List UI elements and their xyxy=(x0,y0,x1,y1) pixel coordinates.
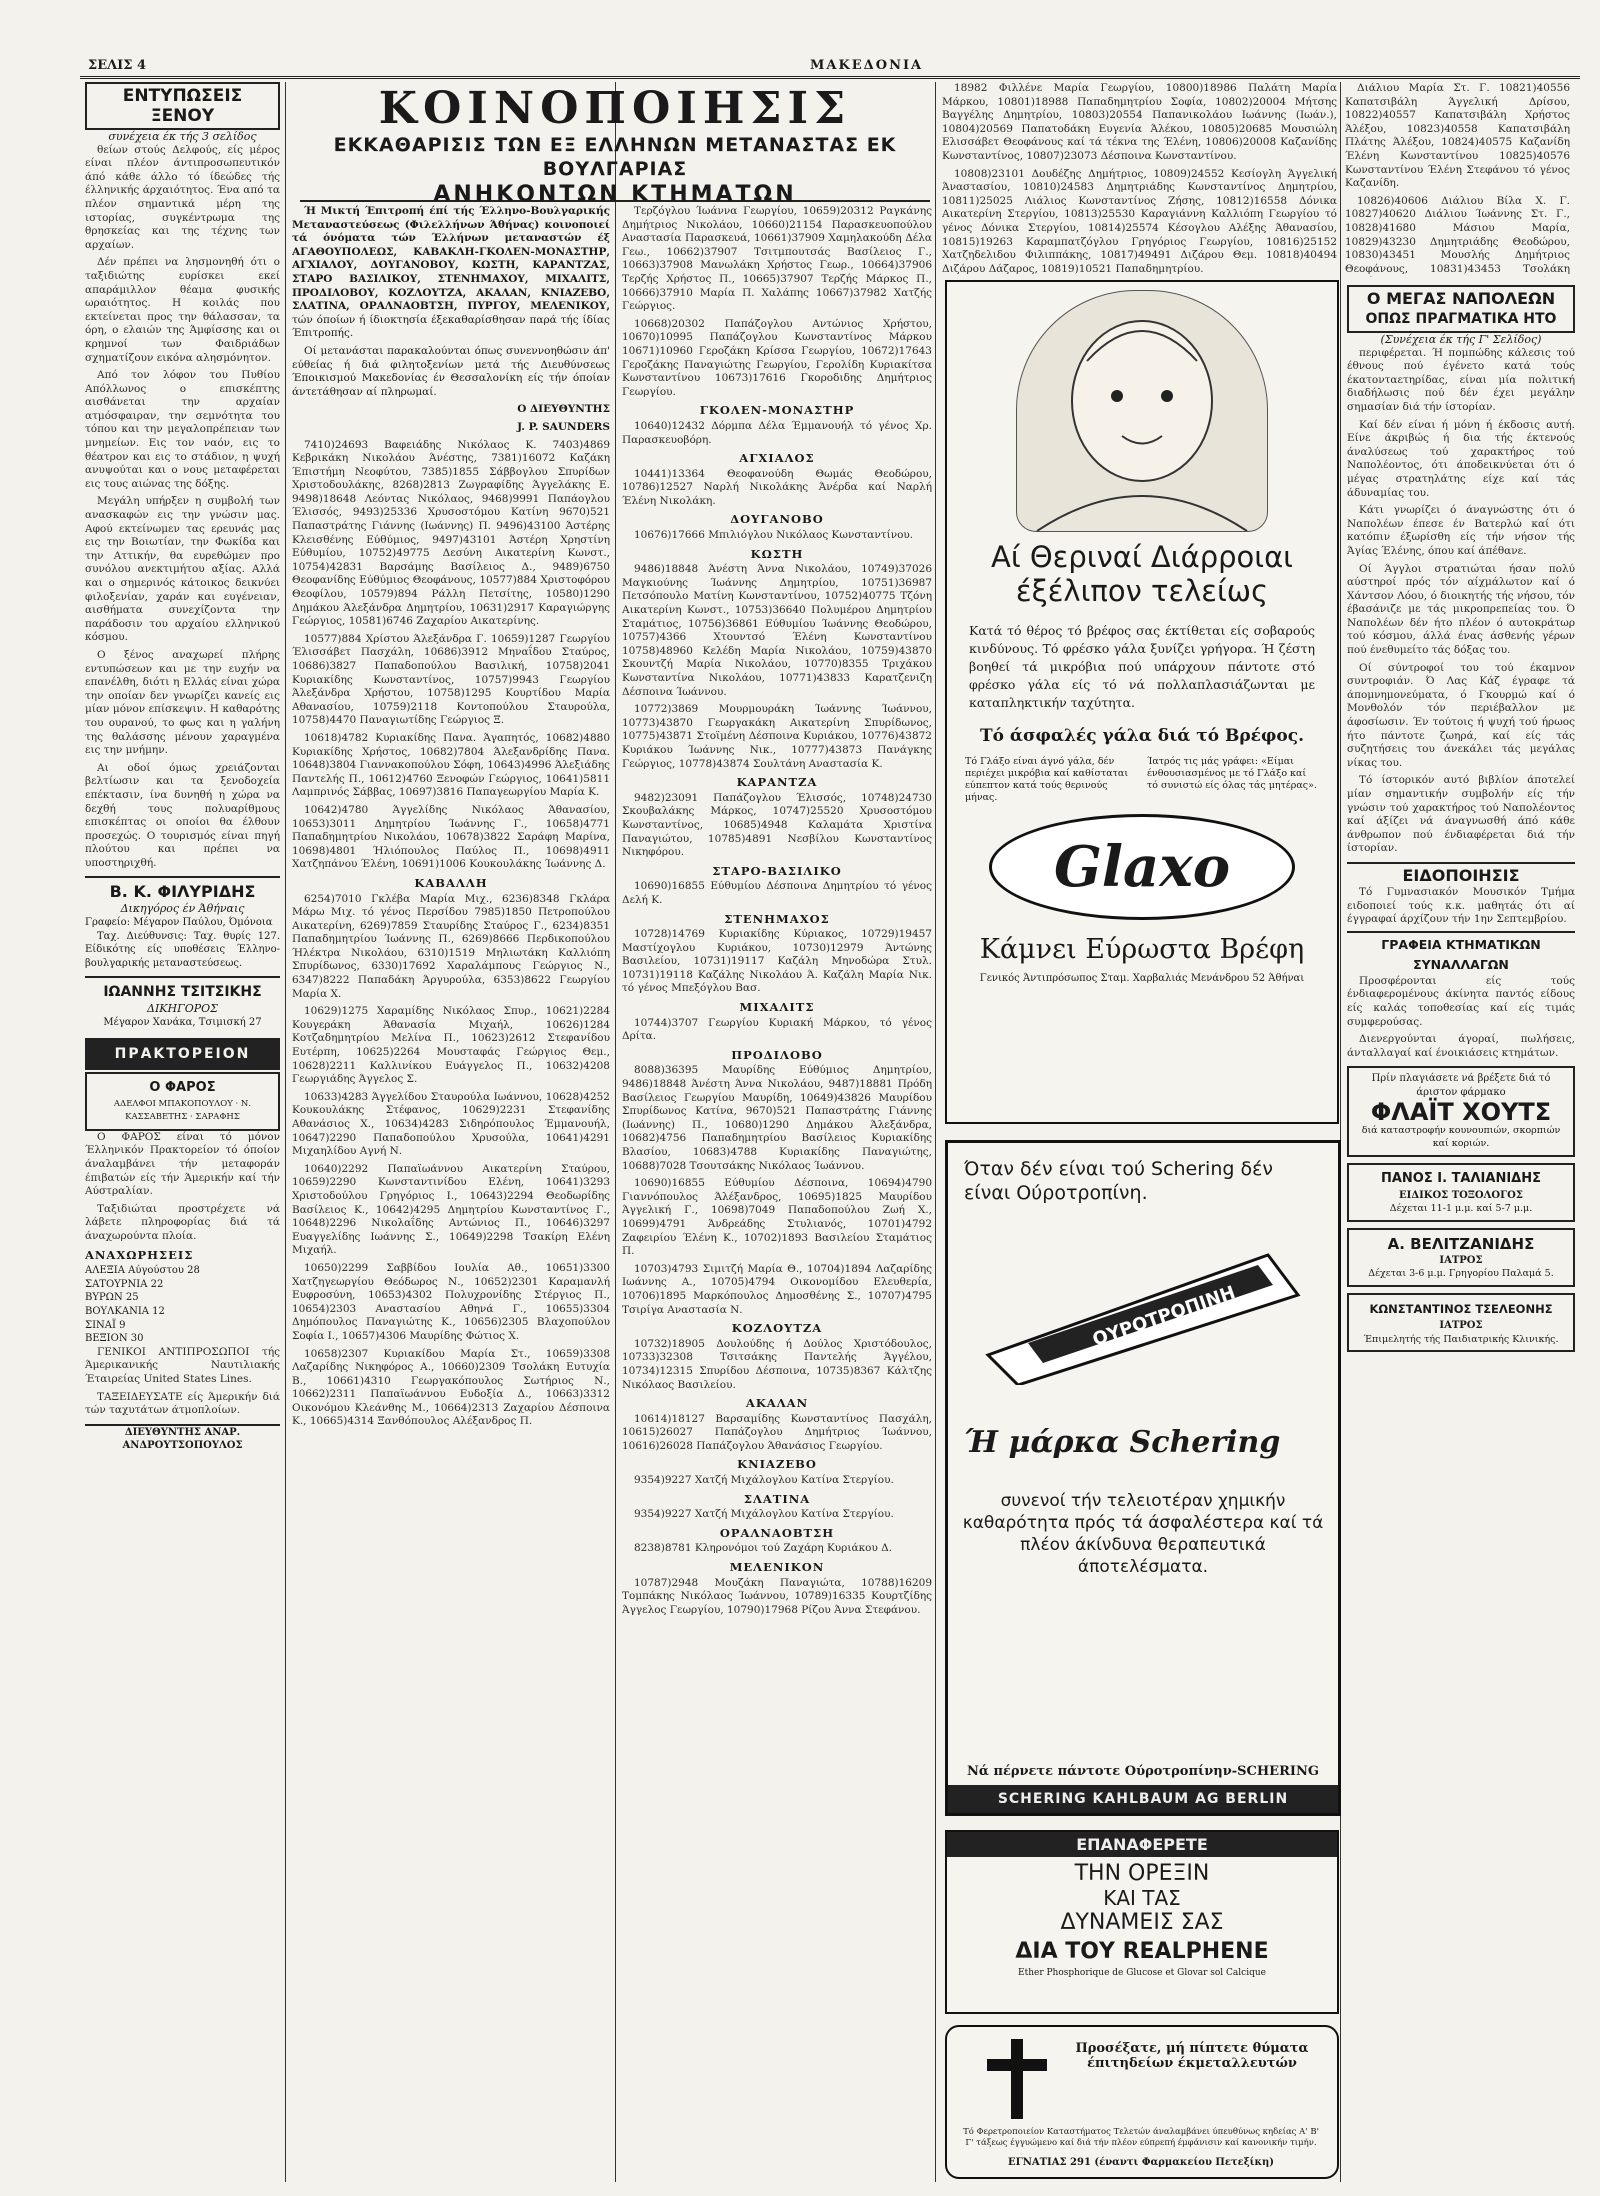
notice-list-3: Τερζόγλου Ίωάννα Γεωργίου, 10659)20312 Ραγκάνης Δημήτριος Νικολάου, 10660)21154 Παρασκευοπούλου Αναστασία Παρασκευά, 10661)37909 Χαμηλακούδη Δέλα Γεω., 10662)37907 Τσιτμπουτσάς Βασίλειος Γ., 10663)37908 Μανωλάκη Χρήστος Γεωρ., 10664)37906 Τερζής Χρήστος Π., 10665)37907 Τερζής Μάρκος Π., 10666)37910 Μαρία Π. Χαλάπης 10667)37982 Χατζής Γεώργιος. 10668)20302 Παπάζογλου Αντώνιος Χρήστου, 10670)10995 Παπάζογλου Κωνσταντίνος Μάρκου 10671)10960 Γεροζάκη Κρίσσα Γεωργίου, 10672)17643 Γεροζάκης Παναγιώτης Γεωργίου, Γερολίδη Κυριακίτσα Κωνσταντίνου 10673)17616 Γκοροδιδης Δημήτριος Γεωργίου. xyxy=(622,205,932,398)
office-title: ΓΡΑΦΕΙΑ ΚΤΗΜΑΤΙΚΩΝ ΣΥΝΑΛΛΑΓΩΝ xyxy=(1347,931,1575,975)
flat-title: ΦΛΑΪΤ ΧΟΥΤΣ xyxy=(1370,1097,1552,1126)
doctor1-title: ΕΙΔΙΚΟΣ ΤΟΞΟΛΟΓΟΣ xyxy=(1399,1189,1523,1201)
page-number: ΣΕΛΙΣ 4 xyxy=(88,58,147,73)
notice-subtitle-2: ΑΝΗΚΟΝΤΩΝ ΚΤΗΜΑΤΩΝ xyxy=(433,182,797,207)
flat-ad xyxy=(1347,1066,1575,1156)
town-entries: 10614)18127 Βαρσαμίδης Κωνσταντίνος Πασχάλη, 10615)26027 Παπάζογλου Δημήτριος Ίωάννου, 10616)26028 Παπάζογλου Άθανάσιος Γεωργίου. xyxy=(622,1412,932,1452)
cross-icon xyxy=(987,2039,1047,2119)
town-entries: 9354)9227 Χατζή Μιχάλογλου Κατίνα Στεργίου. xyxy=(634,1474,894,1487)
realphene-ad xyxy=(945,1830,1339,2014)
schering-ad xyxy=(945,1140,1341,1816)
town-heading: ΑΚΑΛΑΝ xyxy=(745,1396,809,1411)
notice-list-5: Διάλιου Μαρία Στ. Γ. 10821)40556 Καπατσιβάλη Άγγελική Δρίσου, 10822)40557 Καπατσιβάλη Χρήστος Άλέξου, 10823)40558 Καπατσιβάλη Πλάτης Άλέξου, 10824)40575 Καζανίδη Έλένη Κωνσταντίνου 10825)40576 Κωνσταντίνου Έλένη Στεφάνου τό γένος Καζανίδη. 10826)40606 Διάλιου Βίλα Χ. Γ. 10827)40620 Διάλιου Ίωάννης Στ. Γ., 10828)41680 Μάσιου Μαρία, 10829)43230 Δημητριάδης Θεοδώρου, 10830)43451 Μουσλής Δημήτριος Θεοφάνους, 10831)43453 Τσολάκη xyxy=(1345,82,1570,275)
doctor3-title: ΙΑΤΡΟΣ xyxy=(1439,1320,1483,1332)
column-divider xyxy=(285,82,286,2182)
tube-label: ΟΥΡΟΤΡΟΠΙΝΗ xyxy=(1089,1282,1239,1351)
glaxo-brand: Glaxo xyxy=(1053,834,1231,900)
doctor-card-2 xyxy=(1347,1228,1575,1287)
town-heading: ΣΤΕΝΗΜΑΧΟΣ xyxy=(724,911,830,926)
notice-subtitle: ΕΚΚΑΘΑΡΙΣΙΣ ΤΩΝ ΕΞ ΕΛΛΗΝΩΝ ΜΕΤΑΝΑΣΤΑΣ ΕΚ ΒΟΥΛΓΑΡΙΑΣ xyxy=(333,134,897,180)
realphene-line3: ΚΑΙ ΤΑΣ xyxy=(1103,1886,1181,1910)
napoleon-continued: (Συνέχεια έκ τής Γ' Σελίδος) xyxy=(1380,333,1542,346)
town-entries: 10732)18905 Δουλούδης ή Δούλος Χριστόδουλος, 10733)32308 Τσιτσάκης Παντελής Άγγέλου, 10734)12315 Σπυρίδου Δέσποινα, 10735)8367 Κάλτζης Νικόλαος Βασιλείου. xyxy=(622,1337,932,1391)
glaxo-ad xyxy=(945,280,1339,1124)
town-entries: 10690)16855 Εύθυμίου Δέσποινα Δημητρίου τό γένος Δελή Κ. xyxy=(622,880,932,906)
lawyer-name: Β. Κ. ΦΙΛΥΡΙΔΗΣ xyxy=(109,882,256,902)
masthead xyxy=(80,58,1580,79)
baby-heading-2: έξέλιπον τελείως xyxy=(1015,574,1269,608)
testimonial: Τό Γλάξο είναι άγνό γάλα, δέν περιέχει μικρόβια καί καθίσταται εύπεπτον κατά τούς θερινούς μήνας. xyxy=(965,756,1129,803)
agency-title: ΠΡΑΚΤΟΡΕΙΟΝ xyxy=(114,1045,251,1062)
schering-headline: Όταν δέν είναι τού Schering δέν είναι Ούροτροπίνη. xyxy=(964,1158,1273,1204)
notice-director-name: J. P. SAUNDERS xyxy=(517,420,610,433)
schering-brand: Ή μάρκα Schering xyxy=(964,1425,1281,1460)
baby-face-icon xyxy=(1017,291,1267,531)
lawyer2-title: ΔΙΚΗΓΟΡΟΣ xyxy=(147,1002,218,1016)
town-heading: ΚΝΙΑΖΕΒΟ xyxy=(737,1457,817,1472)
town-heading: ΠΡΟΔΙΛΟΒΟ xyxy=(731,1047,823,1062)
ship-entry: ΑΛΕΞΙΑ Αύγούστου 28 xyxy=(85,1265,200,1277)
funeral-ad xyxy=(945,2025,1339,2179)
ship-entry: ΣΑΤΟΥΡΝΙΑ 22 xyxy=(85,1278,164,1290)
town-heading: ΜΙΧΑΛΙΤΣ xyxy=(739,1000,815,1015)
schering-bottom: Νά πέρνετε πάντοτε Ούροτροπίνην-SCHERING xyxy=(967,1764,1319,1779)
column-divider xyxy=(615,82,616,2182)
lawyer2-card xyxy=(85,976,280,1029)
town-entries: 10744)3707 Γεωργίου Κυριακή Μάρκου, τό γένος Δρίτα. xyxy=(622,1016,932,1043)
notice-list-1: 7410)24693 Βαφειάδης Νικόλαος Κ. 7403)4869 Κεβρικάκη Νικολάου Άνέστης, 7381)16072 Καζάκη Έπιστήμη Νεοφύτου, 7385)1855 Σάββογλου Σπυρίδων Χριστοδουλάκης, 8268)2813 Ζωγραφίδης Άγγελάκης Ε. 9498)18648 Λεόντας Νικόλαος, 9468)9991 Παπάογλου Έλισσός, 9493)25336 Χρυσοστόμου Κατίνη 9670)521 Παπαστράτης Γιάννης (Ιωάννης) Π. 9496)43100 Άστέρης Κλεισθένης Εύθύμιος, 9497)43101 Άστέρη Χρηστίνη Εύθυμίου, 10752)49775 Δεσύνη Αικατερίνη Κωνστ., 10754)42831 Βαρσάμης Βασίλειος Δ., 9489)6750 Θεοφανίδης Εύθύμιος Θεοφάνους, 10577)884 Χριστοφόρου Θεοφίλου, 10579)894 Ράλλη Πετσίτης, 10580)1290 Δημάκου Άλεξάνδρα Δημητρίου, 10631)2917 Καραγιώργης Γεώργιος, 10581)6746 Ζαχαρίου Αικατερίνης. 10577)884 Χρίστου Άλεξάνδρα Γ. 10659)1287 Γεωργίου Έλισσάβετ Πασχάλη, 10686)3912 Μηναΐδου Σταύρος, 10686)3827 Παπαδοπούλου Βασιλική, 10758)2041 Κυριακίδης Κωνσταντίνος, 10757)9943 Γεωργίου Άλεξάνδρα Χρήστου, 10758)1295 Κουρτίδου Μαρία Αθανασίου, 10759)2118 Κοντοπούλου Σταυρούλα, 10758)4470 Παναγιωτίδης Γεώργιος Ξ. 10618)4782 Κυριακίδης Πανα. Άγαπητός, 10682)4880 Κυριακίδης Χρήστος, 10682)7804 Άλεξανδρίδης Πανα. 10648)3804 Γιαννακοπούλου Σόφη, 10643)4996 Άλεξιάδης Παντελής Π., 10612)4760 Ξενοφών Γεώργιος, 10641)5811 Λαμπρινός Σάββας, 10697)3816 Παπαγεωργίου Μαρία Κ. 10642)4780 Άγγελίδης Νικόλαος Άθανασίου, 10653)3011 Δημητρίου Ίωάννης Γ., 10658)4771 Παπαδημητρίου Νικολάου, 10678)3822 Σαράφη Μαρίνα, 10698)4801 Ήλιόπουλος Παύλος Π., 10698)4911 Χατζηπάνου Έλένη, 10691)1006 Κουκουλάκης Ίωάννης Δ. xyxy=(292,438,610,871)
column-1 xyxy=(85,82,280,2182)
town-heading: ΑΓΧΙΑΛΟΣ xyxy=(739,451,815,466)
town-entries: 9354)9227 Χατζή Μιχάλογλου Κατίνα Στεργίου. xyxy=(634,1508,894,1521)
lawyer2-address: Μέγαρον Χανάκα, Τσιμισκή 27 xyxy=(103,1017,262,1029)
schering-text: συνενοί τήν τελειοτέραν χημικήν καθαρότητα πρός τά άσφαλέστερα καί τά πλέον άκίνδυνα θεραπευτικά άποτελέσματα. xyxy=(962,1491,1324,1577)
column-5-top xyxy=(1345,82,1570,277)
column-divider xyxy=(935,82,936,2182)
doctor-card-1 xyxy=(1347,1163,1575,1222)
realphene-line4: ΔΥΝΑΜΕΙΣ ΣΑΣ xyxy=(1060,1910,1224,1935)
office-text: Προσφέρονται είς τούς ένδιαφερομένους άκίνητα παντός είδους είς καλάς τοποθεσίας καί είς τιμάς συμφερούσας. Διενεργούνται άγοραί, πωλήσεις, άνταλλαγαί καί ένοικιάσεις κτημάτων. xyxy=(1347,974,1575,1059)
newspaper-name: ΜΑΚΕΔΟΝΙΑ xyxy=(810,58,924,73)
baby-illustration xyxy=(1016,290,1268,532)
column-2: Ή Μικτή Έπιτροπή έπί τής Έλληνο-Βουλγαρικής Μεταναστεύσεως (Φιλελλήνων Άθήνας) κοινοποιεί τά όνόματα τών Έλλήνων μεταναστών έξ ΑΓΑΘΟΥΠΟΛΕΩΣ, ΚΑΒΑΚΛΗ-ΓΚΟΛΕΝ-ΜΟΝΑΣΤΗΡ, ΑΓΧΙΑΛΟΥ, ΔΟΥΓΑΝΟΒΟΥ, ΚΩΣΤΗ, ΚΑΡΑΝΤΖΑΣ, ΣΤΑΡΟ ΒΑΣΙΛΙΚΟΥ, ΣΤΕΝΗΜΑΧΟΥ, ΜΙΧΑΛΙΤΣ, ΠΡΟΔΙΛΟΒΟΥ, ΚΟΖΛΟΥΤΖΑ, ΑΚΑΛΑΝ, ΚΝΙΑΖΕΒΟ, ΣΛΑΤΙΝΑ, ΟΡΑΛΝΑΟΒΤΣΗ, ΠΥΡΓΟΥ, ΜΕΛΕΝΙΚΟΥ, τών όποίων ή ίδιοκτησία έξεκαθαρίσθησαν παρά τής ίδίας Έπιτροπής. Οί μετανάσται παρακαλούνται όπως συνεννοηθώσιν άπ' εύθείας ή διά φιλητοξενίων μετά τής Διευθύνσεως Έποικισμού Μακεδονίας έν Θεσσαλονίκη είς τήν όποίαν άντετάθησαν αί πληρωμαί. Ο ΔΙΕΥΘΥΝΤΗΣ J. P. SAUNDERS 7410)24693 Βαφειάδης Νικόλαος Κ. 7403)4869 Κεβρικάκη Νικολάου Άνέστης, 7381)16072 Καζάκη Έπιστήμη Νεοφύτου, 7385)1855 Σάββογλου Σπυρίδων Χριστοδουλάκης, 8268)2813 Ζωγραφίδης Άγγελάκης Ε. 9498)18648 Λεόντας Νικόλαος, 9468)9991 Παπάογλου Έλισσός, 9493)25336 Χρυσοστόμου Κατίνη 9670)521 Παπαστράτης Γιάννης (Ιωάννης) Π. 9496)43100 Άστέρης Κλεισθένης Εύθύμιος, 9497)43101 Άστέρη Χρηστίνη Εύθυμίου, 10752)49775 Δεσύνη Αικατερίνη Κωνστ., 10754)42831 Βαρσάμης Βασίλειος Δ., 9489)6750 Θεοφανίδης Εύθύμιος Θεοφάνους, 10577)884 Χριστοφόρου Θεοφίλου, 10579)894 Ράλλη Πετσίτης, 10580)1290 Δημάκου Άλεξάνδρα Δημητρίου, 10631)2917 Καραγιώργης Γεώργιος, 10581)6746 Ζαχαρίου Αικατερίνης. 10577)884 Χρίστου Άλεξάνδρα Γ. 10659)1287 Γεωργίου Έλισσάβετ Πασχάλη, 10686)3912 Μηναΐδου Σταύρος, 10686)3827 Παπαδοπούλου Βασιλική, 10758)2041 Κυριακίδης Κωνσταντίνος, 10757)9943 Γεωργίου Άλεξάνδρα Χρήστου, 10758)1295 Κουρτίδου Μαρία Αθανασίου, 10759)2118 Κοντοπούλου Σταυρούλα, 10758)4470 Παναγιωτίδης Γεώργιος Ξ. 10618)4782 Κυριακίδης Πανα. Άγαπητός, 10682)4880 Κυριακίδης Χρήστος, 10682)7804 Άλεξανδρίδης Πανα. 10648)3804 Γιαννακοπούλου Σόφη, 10643)4996 Άλεξιάδης Παντελής Π., 10612)4760 Ξενοφών Γεώργιος, 10641)5811 Λαμπρινός Σάββας, 10697)3816 Παπαγεωργίου Μαρία Κ. 10642)4780 Άγγελίδης Νικόλαος Άθανασίου, 10653)3011 Δημητρίου Ίωάννης Γ., 10658)4771 Παπαδημητρίου Νικολάου, 10678)3822 Σαράφη Μαρίνα, 10698)4801 Ήλιόπουλος Παύλος Π., 10698)4911 Χατζηπάνου Έλένη, 10691)1006 Κουκουλάκης Ίωάννης Δ. ΚΑΒΑΛΛΗ 6254)7010 Γκλέβα Μαρία Μιχ., 6236)8348 Γκλάρα Μάρω Μιχ. τό γένος Περσίδου 7985)1850 Πετροπούλου Αικατερίνη, 6269)7859 Σταυρίδης Σταύρος Γ., 6234)8351 Παπαδημητρίου Ίωάννης Π., 6269)8666 Περδικοπούλου Ήλέκτρα Νικολάου, 6310)1519 Μηλιωτάκη Καλλιόπη Σπυρίδωνος, 6330)17692 Χαραλάμπους Γεώργιος Ν., 6347)8222 Παπαδάκη Άργυρούλα, 6353)8622 Γεωργίου Μαρία Χ. 10629)1275 Χαραμίδης Νικόλαος Σπυρ., 10621)2284 Κουγεράκη Άθανασία Μιχαήλ, 10626)1284 Κοτζαδημητρίου Μελίνα Π., 10623)2612 Στεφανίδου Ευτέρπη, 10625)2264 Μουσταφάς Γεώργιος Θεμ., 10628)2211 Καλλινίκου Ευάγγελος Π., 10632)4208 Γεωργιάδης Άγγελος Σ. 10633)4283 Άγγελίδου Σταυρούλα Ιωάννου, 10628)4252 Κουκουλάκης Στέφανος, 10629)2231 Στεφανίδης Αθανάσιος Χ., 10634)4283 Σιδηρόπουλος Έμμανουήλ, 10647)2290 Παπαδοπούλου Χρυσούλα, 10641)4291 Μιχαηλίδου Αγνή Ν. 10640)2292 Παπαϊωάννου Αικατερίνη Σταύρου, 10659)2290 Κωνσταντινίδου Ελένη, 10641)3293 Χριστοδούλου Γρηγόριος Ι., 10643)2294 Θεοδωρίδης Βασίλειος Κ., 10642)4295 Δημητρίου Κωνσταντίνος Γ., 10648)2296 Νικολαΐδης Αντώνιος Π., 10646)3297 Ευαγγελίδης Ιωάννης Σ., 10649)2298 Τσακίρη Ελένη Μιχαήλ. 10650)2299 Σαββίδου Ιουλία Αθ., 10651)3300 Χατζηγεωργίου Θεόδωρος Ν., 10652)2301 Καραμανλή Ευφροσύνη, 10653)4302 Πολυχρονίδης Στέργιος Π., 10654)2303 Αναστασίου Αθηνά Γ., 10655)3304 Δημόπουλος Παναγιώτης Κ., 10656)2305 Βλαχοπούλου Σοφία Ι., 10657)4306 Μαυρίδης Φώτιος Χ. 10658)2307 Κυριακίδου Μαρία Στ., 10659)3308 Λαζαρίδης Νικηφόρος Α., 10660)2309 Τσολάκη Ευτυχία Β., 10661)4310 Γεωργακόπουλος Σωτήριος Ν., 10662)2311 Παπαϊωάννου Ευδοξία Δ., 10663)3312 Οικονόμου Κλεάνθης Μ., 10664)2313 Ζαχαρίου Δέσποινα Κ., 10665)4314 Ξανθόπουλος Αλέξανδρος Π. xyxy=(292,205,610,1428)
baby-text: Κατά τό θέρος τό βρέφος σας έκτίθεται είς σοβαρούς κινδύνους. Τό φρέσκο γάλα ξυνίζει γρήγορα. Ή ζέστη βοηθεί τά μικρόβια πού υπάρχουν πάντοτε στό φρέσκο γάλα είς τό νά πολλαπλασιάζωνται με καταπληκτικήν ταχύτητα. xyxy=(969,623,1315,710)
napoleon-subtitle: ΟΠΩΣ ΠΡΑΓΜΑΤΙΚΑ ΗΤΟ xyxy=(1365,311,1557,327)
notice-title-block xyxy=(300,83,930,207)
realphene-line5: ΔΙΑ ΤΟΥ REALPHENE xyxy=(1015,1939,1269,1964)
agency-sub: ΑΔΕΛΦΟΙ ΜΠΑΚΟΠΟΥΛΟΥ · Ν. ΚΑΣΣΑΒΕΤΗΣ · ΣΑΡΑΦΗΣ xyxy=(113,1098,252,1123)
napoleon-article: περιφέρεται. Ή πομπώδης κάλεσις τού έθνους πού έγένετο κατά τούς έκατονταετηρίδας, είναι μία πολιτική διαδήλωσις πού δέν έχει μεγάλην σημασίαν διά τήν ίστορίαν. Καί δέν είναι ή μόνη ή έκδοσις αυτή. Είνε άκριβώς ή δια τής έκτενούς άναλύσεως τού χαρακτήρος τού Ναπολέοντος, ότι άποδεικνύεται ότι ό μέγας στρατηλάτης είχε καί τάς άδυναμίας του. Κάτι γνωρίζει ό άναγνώστης ότι ό Ναπολέων έπεσε έν Βατερλώ καί ότι κατόπιν έξωρίσθη είς τήν νήσον τής Άγίας Έλένης, όπου καί άπέθανε. Οί Άγγλοι στρατιώται ήσαν πολύ αύστηροί πρός τόν αίχμάλωτον καί ό Χάντσον Λόου, ό διοικητής τής νήσου, τόν έβασάνιζε με τάς μικροπρεπείας του. Ό Ναπολέων δέν ήτο πλέον ό αυτοκράτωρ τού κόσμου, άλλά ένας άσθενής γέρων πού ένεθυμείτο τάς δόξας του. Οί σύντροφοί του τού έκαμνον συντροφιάν. Ό Λας Κάζ έγραφε τά άπομνημονεύματα, ό Γκουρμώ καί ό Μονθολόν τόν περιέβαλλον με άφοσίωσιν. Έν τούτοις ή ψυχή τού ήρωος ήτο πάντοτε ζωηρά, καί είς τάς συζητήσεις του άνεκάλει τάς μεγάλας νίκας του. Τό ίστορικόν αυτό βιβλίον άποτελεί μίαν σημαντικήν συμβολήν είς τήν γνώσιν τού χαρακτήρος τού Ναπολέοντος καί άξίζει νά άναγνωσθή άπό κάθε άνθρωπον πού ένδιαφέρεται διά τήν ίστορίαν. xyxy=(1347,346,1575,855)
ship-entry: ΒΟΥΛΚΑΝΙΑ 12 xyxy=(85,1305,165,1317)
funeral-heading: Προσέξατε, μή πίπτετε θύματα έπιτηδείων έκμεταλλευτών xyxy=(1075,2041,1309,2071)
baby-safe-milk: Τό άσφαλές γάλα διά τό Βρέφος. xyxy=(980,726,1304,746)
ships-heading: ΑΝΑΧΩΡΗΣΕΙΣ xyxy=(85,1247,194,1262)
funeral-text: Τό Φερετροποιείον Καταστήματος Τελετών άναλαμβάνει ύπευθύνως κηδείας Α' Β' Γ' τάξεως έγγυώμενο καί διά τήν πλέον εύπρεπή έμφάνισιν καί κανονικήν τιμήν. xyxy=(963,2127,1319,2148)
doctor2-address: Δέχεται 3-6 μ.μ. Γρηγορίου Παλαμά 5. xyxy=(1368,1268,1554,1280)
town-heading: ΚΟΖΛΟΥΤΖΑ xyxy=(731,1321,823,1336)
agency-banner xyxy=(85,1038,280,1070)
notice-director: Ο ΔΙΕΥΘΥΝΤΗΣ xyxy=(517,403,610,416)
agency-box xyxy=(85,1072,280,1131)
doctor3-address: Έπιμελητής τής Παιδιατρικής Κλινικής. xyxy=(1363,1333,1559,1345)
lawyer-card: Β. Κ. ΦΙΛΥΡΙΔΗΣ Δικηγόρος έν Άθήναις Γραφείο: Μέγαρον Παύλου, Όμόνοια Ταχ. Διεύθυνσις: Ταχ. θυρίς 127. Είδικότης είς υποθέσεις Έλληνο-βουλγαρικής μεταναστεύσεως. xyxy=(85,876,280,970)
realphene-sub: Ether Phosphorique de Glucose et Glovar sol Calcique xyxy=(1018,1968,1266,1978)
column-3 xyxy=(622,205,932,2185)
flat-pre: Πρίν πλαγιάσετε νά βρέξετε διά τό άριστον φάρμακο xyxy=(1371,1073,1551,1098)
town-entries: 9486)18848 Άνέστη Άννα Νικολάου, 10749)37026 Μαγκιούνης Ίωάννης Δημητρίου, 10751)36987 Πετσόπουλο Ματίνη Κωνσταντίνου, 10752)40775 Τζόνη Αικατερίνη Κωνστ., 10753)36640 Πολυμέρου Δημητρίου Σταμάτιος, 10756)36861 Εύθυμίου Ίωάννης Θεοδώρου, 10757)4366 Χτουντσό Έλένη Κωνσταντίνου 10758)48960 Κελέδη Μαρία Νικολάου, 10759)43870 Σκουντζή Μαρία Νικολάου, 10770)8355 Τριχάκου Κωνσταντίνα Νικολάου, 10771)43833 Καρατζενιζη Δέσποινα Ίωάννου. 10772)3869 Μουρμουράκη Ίωάννης Ίωάννου, 10773)43870 Γεωργακάκη Αικατερίνη Σπυρίδωνος, 10775)43871 Στοϊμένη Δέσποινα Κυριάκου, 10776)43872 Κυριάκου Ίωάννης Νικ., 10777)43873 Πανάγκης Γεώργιος, 10778)43874 Σουλτάνη Αναστασία Κ. xyxy=(622,563,932,770)
doctor1-address: Δέχεται 11-1 μ.μ. καί 5-7 μ.μ. xyxy=(1389,1203,1533,1215)
town-entries: 10676)17666 Μπιλιόγλου Νικόλαος Κωνσταντίνου. xyxy=(634,529,914,542)
notice-list-2: 6254)7010 Γκλέβα Μαρία Μιχ., 6236)8348 Γκλάρα Μάρω Μιχ. τό γένος Περσίδου 7985)1850 Πετροπούλου Αικατερίνη, 6269)7859 Σταυρίδης Σταύρος Γ., 6234)8351 Παπαδημητρίου Ίωάννης Π., 6269)8666 Περδικοπούλου Ήλέκτρα Νικολάου, 6310)1519 Μηλιωτάκη Καλλιόπη Σπυρίδωνος, 6330)17692 Χαραλάμπους Γεώργιος Ν., 6347)8222 Παπαδάκη Άργυρούλα, 6353)8622 Γεωργίου Μαρία Χ. 10629)1275 Χαραμίδης Νικόλαος Σπυρ., 10621)2284 Κουγεράκη Άθανασία Μιχαήλ, 10626)1284 Κοτζαδημητρίου Μελίνα Π., 10623)2612 Στεφανίδου Ευτέρπη, 10625)2264 Μουσταφάς Γεώργιος Θεμ., 10628)2211 Καλλινίκου Ευάγγελος Π., 10632)4208 Γεωργιάδης Άγγελος Σ. 10633)4283 Άγγελίδου Σταυρούλα Ιωάννου, 10628)4252 Κουκουλάκης Στέφανος, 10629)2231 Στεφανίδης Αθανάσιος Χ., 10634)4283 Σιδηρόπουλος Έμμανουήλ, 10647)2290 Παπαδοπούλου Χρυσούλα, 10641)4291 Μιχαηλίδου Αγνή Ν. 10640)2292 Παπαϊωάννου Αικατερίνη Σταύρου, 10659)2290 Κωνσταντινίδου Ελένη, 10641)3293 Χριστοδούλου Γρηγόριος Ι., 10643)2294 Θεοδωρίδης Βασίλειος Κ., 10642)4295 Δημητρίου Κωνσταντίνος Γ., 10648)2296 Νικολαΐδης Αντώνιος Π., 10646)3297 Ευαγγελίδης Ιωάννης Σ., 10649)2298 Τσακίρη Ελένη Μιχαήλ. 10650)2299 Σαββίδου Ιουλία Αθ., 10651)3300 Χατζηγεωργίου Θεόδωρος Ν., 10652)2301 Καραμανλή Ευφροσύνη, 10653)4302 Πολυχρονίδης Στέργιος Π., 10654)2303 Αναστασίου Αθηνά Γ., 10655)3304 Δημόπουλος Παναγιώτης Κ., 10656)2305 Βλαχοπούλου Σοφία Ι., 10657)4306 Μαυρίδης Φώτιος Χ. 10658)2307 Κυριακίδου Μαρία Στ., 10659)3308 Λαζαρίδης Νικηφόρος Α., 10660)2309 Τσολάκη Ευτυχία Β., 10661)4310 Γεωργακόπουλος Σωτήριος Ν., 10662)2311 Παπαϊωάννου Ευδοξία Δ., 10663)3312 Οικονόμου Κλεάνθης Μ., 10664)2313 Ζαχαρίου Δέσποινα Κ., 10665)4314 Ξανθόπουλος Αλέξανδρος Π. xyxy=(292,892,610,1428)
testimonial: Ίατρός τις μάς γράφει: «Είμαι ένθουσιασμένος με τό Γλάξο καί τό συνιστώ είς όλας τάς μητέρας». xyxy=(1147,756,1317,791)
town-heading: ΚΩΣΤΗ xyxy=(750,546,804,561)
town-heading: ΓΚΟΛΕΝ-ΜΟΝΑΣΤΗΡ xyxy=(699,403,855,418)
doctor2-name: Α. ΒΕΛΙΤΖΑΝΙΔΗΣ xyxy=(1387,1234,1535,1253)
director-footer: ΔΙΕΥΘΥΝΤΗΣ ΑΝΑΡ. ΑΝΔΡΟΥΤΣΟΠΟΥΛΟΣ xyxy=(85,1424,280,1453)
agency-name: Ο ΦΑΡΟΣ xyxy=(149,1079,216,1095)
napoleon-title-box xyxy=(1347,285,1575,333)
napoleon-title: Ο ΜΕΓΑΣ ΝΑΠΟΛΕΩΝ xyxy=(1366,289,1556,308)
lawyer-title: Δικηγόρος έν Άθήναις xyxy=(120,902,245,916)
schering-maker: SCHERING KAHLBAUM AG BERLIN xyxy=(948,1785,1338,1813)
lawyer2-name: ΙΩΑΝΝΗΣ ΤΣΙΤΣΙΚΗΣ xyxy=(103,984,262,1001)
doctor1-name: ΠΑΝΟΣ Ι. ΤΑΛΙΑΝΙΔΗΣ xyxy=(1380,1170,1541,1186)
notices-title: ΕΙΔΟΠΟΙΗΣΙΣ xyxy=(1347,862,1575,886)
notice-title: ΚΟΙΝΟΠΟΙΗΣΙΣ xyxy=(378,83,852,134)
doctor3-name: ΚΩΝΣΤΑΝΤΙΝΟΣ ΤΣΕΛΕΟΝΗΣ xyxy=(1369,1302,1553,1317)
ship-entry: ΒΕΞΙΟΝ 30 xyxy=(85,1333,144,1345)
agency-text-2: ΓΕΝΙΚΟΙ ΑΝΤΙΠΡΟΣΩΠΟΙ τής Άμερικανικής Ναυτιλιακής Έταιρείας United States Lines. ΤΑΞΕΙΔΕΥΣΑΤΕ είς Άμερικήν διά τών ταχυτάτων άτμοπλοίων. xyxy=(85,1345,280,1417)
column-divider xyxy=(1340,82,1341,2182)
realphene-line1: ΕΠΑΝΑΦΕΡΕΤΕ xyxy=(947,1832,1337,1857)
column-4-top xyxy=(942,82,1337,277)
town-entries: 10640)12432 Δόρμπα Δέλα Έμμανουήλ τό γένος Χρ. Παρασκευοβόρη. xyxy=(622,419,932,446)
doctor2-title: ΙΑΤΡΟΣ xyxy=(1439,1254,1483,1266)
ship-entry: ΒΥΡΩΝ 25 xyxy=(85,1292,139,1304)
baby-heading: Αί Θεριναί Διάρροιαι xyxy=(990,540,1293,574)
town-heading: ΚΑΡΑΝΤΖΑ xyxy=(736,775,818,790)
col1-title: ΕΝΤΥΠΩΣΕΙΣ ΞΕΝΟΥ xyxy=(122,86,243,126)
town-entries: 10728)14769 Κυριακίδης Κύριακος, 10729)19457 Μαστίχογλου Κυριάκου, 10730)12979 Άντώνης Βασιλείου, 10731)19117 Καζάλη Μηνοδώρα Στυλ. 10731)19118 Καζάλης Νικολάου Ά. Καζάλη Μαρία Νικ. τό γένος Μπεξόγλου Βασ. xyxy=(622,928,932,995)
town-heading: ΜΕΛΕΝΙΚΟΝ xyxy=(729,1560,825,1575)
agency-text: Ο ΦΑΡΟΣ είναι τό μόνον Έλληνικόν Πρακτορείον τό όποίον άναλαμβάνει τήν μεταφοράν έπιβατών είς τήν Άμερικήν καί τήν Αύστραλίαν. Ταξιδιώται προστρέχετε νά λάβετε πληροφορίας διά τά άναχωρούντα πλοία. xyxy=(85,1130,280,1242)
doctor-card-3 xyxy=(1347,1293,1575,1352)
flat-text: διά καταστροφήν κουνουπιών, σκορπιών καί κοριών. xyxy=(1361,1124,1561,1150)
ship-entry: ΣΙΝΑΪ 9 xyxy=(85,1319,126,1331)
town-entries: 8088)36395 Μαυρίδης Εύθύμιος Δημητρίου, 9486)18848 Άνέστη Άννα Νικολάου, 9487)18881 Πρόδη Βασίλειος Γεωργίου Μαυρίδη, 10649)43826 Μαυρίδου Σπυρίδωνος Κατίνα, 9670)521 Παπαστράτης Γιάννης (Ιωάννης) Π., 10680)1290 Δημάκου Άλεξάνδρα, 10682)4756 Παπαδημητρίου Βασίλειος Κυριακίδης Βλασίου, 10683)4788 Κυριακίδης Παναγιώτης, 10688)7028 Τσουτσάκης Νικόλαος Ίωάννου. 10690)16855 Εύθυμίου Δέσποινα, 10694)4790 Γιαννόπουλος Άλέξανδρος, 10695)1825 Μαυρίδου Άγγελική Γ., 10698)7049 Παπαδοπούλου Ζωή Χ., 10699)4791 Άνδρεάδης Στυλιανός, 10701)4792 Ζαφειρίου Έλένη Κ., 10702)1893 Βασιλείου Σταμάτιος Π. 10703)4793 Σιμιτζή Μαρία Θ., 10704)1894 Λαζαρίδης Ιωάννης Α., 10705)4794 Οικονομίδου Ελευθερία, 10706)1895 Μαρκόπουλος Δημοσθένης Σ., 10707)4795 Τσιρίγα Αναστασία Ν. xyxy=(622,1064,932,1316)
town-entries: 8238)8781 Κληρονόμοι τού Ζαχάρη Κυριάκου Δ. xyxy=(634,1542,893,1555)
town-heading: ΣΤΑΡΟ-ΒΑΣΙΛΙΚΟ xyxy=(712,863,842,878)
town-entries: 10787)2948 Μουζάκη Παναγιώτα, 10788)16209 Τομπάκης Νικόλαος Ίωάννου, 10789)16335 Κουρτζίδης Άγγελος Γεωργίου, 10790)17968 Ρίζου Άννα Στεφάνου. xyxy=(622,1576,932,1616)
glaxo-tagline: Κάμνει Εύρωστα Βρέφη xyxy=(979,934,1305,965)
town-heading: ΣΛΑΤΙΝΑ xyxy=(743,1491,811,1506)
lawyer-address: Γραφείο: Μέγαρον Παύλου, Όμόνοια xyxy=(85,917,273,929)
funeral-address: ΕΓΝΑΤΙΑΣ 291 (έναντι Φαρμακείου Πετεξίκη) xyxy=(1007,2157,1274,2168)
toothpaste-tube xyxy=(968,1235,1318,1385)
town-entries: 10441)13364 Θεοφανούδη Θωμάς Θεοδώρου, 10786)12527 Ναρλή Νικολάκης Άνέρδα καί Ναρλή Έλένη Νικολάκη. xyxy=(622,467,932,507)
col1-article: θείων στούς Δελφούς, είς μέρος είναι πλέον άντιπροσωπευτικόν άπό κάθε άλλο τό ίδεώδες τής έλληνικής άρχαιότητος. Ένα από τα πλέον σημαντικά μέρη της ιστορίας, συγκέντρωμα της θρησκείας και της τέχνης των αρχαίων. Δέν πρέπει να λησμονηθή ότι ο ταξιδιώτης ευρίσκει εκεί απαράμιλλον θέαμα φυσικής ωραιότητος. Η κοιλάς που εκτείνεται προς την θάλασσαν, τα όρη, ο ελαιών της Άμφίσσης και οι κρημνοί των Φαιδριάδων σχηματίζουν εικόνα αλησμόνητον. Από τον λόφον του Πυθίου Απόλλωνος ο επισκέπτης αισθάνεται την αρχαίαν ατμόσφαιραν, την σεμνότητα του τόπου και την μεγαλοπρέπειαν των μνημείων. Εις τον ναόν, εις το θέατρον και εις το στάδιον, η ψυχή ανυψούται και ο νους μεταφέρεται εις τους αιώνας της δόξης. Μεγάλη υπήρξεν η συμβολή των ανασκαφών εις την γνώσιν μας. Αφού εκτείνωμεν τας ερευνάς μας εις την Βοιωτίαν, την Φωκίδα και την Αττικήν, θα ευρεθώμεν προ συνόλου ανεκτιμήτου αξίας. Αλλά και ο σημερινός κάτοικος δεικνύει φιλοξενίαν, χαράν και ευγένειαν, αισθήματα συνεχίζοντα την παράδοσιν του αρχαίου ελληνικού κόσμου. Ο ξένος αναχωρεί πλήρης εντυπώσεων και με την ευχήν να επανέλθη, διότι η Ελλάς είναι χώρα την οποίαν δεν γνωρίζει κανείς εις μίαν μόνον επίσκεψιν. Η καθαρότης του ουρανού, το φως και η γαλήνη της θαλάσσης μένουν χαραγμένα εις την μνήμην. Αι οδοί όμως χρειάζονται βελτίωσιν και τα ξενοδοχεία επέκτασιν, ίνα δυνηθή η χώρα να δεχθή τους πολυαρίθμους επισκέπτας οι οποίοι θα έλθουν προσεχώς. Ο τουρισμός είναι πηγή πλούτου και πρέπει να υποστηριχθή. xyxy=(85,143,280,869)
town-entries: 9482)23091 Παπάζογλου Έλισσός, 10748)24730 Σκουβαλάκης Μάρκος, 10747)25520 Χρυσοστόμου Κωνσταντίνος, 10685)4948 Καλαμάτα Χριστίνα Παναγιώτου, 10785)4891 Νεσβίλου Κωνσταντίνος Νικηφόρου. xyxy=(622,791,932,859)
col1-title-box xyxy=(85,82,280,130)
column-6 xyxy=(1347,285,1575,2185)
town-heading: ΔΟΥΓΑΝΟΒΟ xyxy=(730,512,824,527)
notices-text: Τό Γυμνασιακόν Μουσικόν Τμήμα ειδοποιεί τούς κ.κ. μαθητάς ότι αί έγγραφαί άρχίζουν τήν 1ην Σεπτεμβρίου. xyxy=(1347,885,1575,926)
notice-list-4: 18982 Φιλλένε Μαρία Γεωργίου, 10800)18986 Παλάτη Μαρία Μάρκου, 10801)18988 Παπαδημητρίου Σοφία, 10802)20004 Μήτσης Βαγγέλης Δημητρίου, 10803)20554 Παπανικολάου Ιωάννης (Ιωάν.), 10804)20569 Παπατοδάκη Ευγενία Άλέκου, 10805)20685 Μουσιώλη Ελισσάβετ Θεοφάνους καί τά τέκνα της Έλένη, 10806)20008 Καζανίδης Κωνσταντίνος, 10807)23073 Δέσποινα Κωνσταντίνου. 10808)23101 Δουδέζης Δημήτριος, 10809)24552 Κεσίογλη Άγγελική Άναστασίου, 10810)24583 Δημητριάδης Κωνσταντίνος Δημητρίου, 10811)25025 Λιάλιος Κωνσταντίνος Ζήσης, 10812)16558 Δόνικα Αικατερίνη Στεργίου, 10813)25530 Καραγιάννη Καλλιόπη Γεωργίου τό γένος Δόνικα Στεργίου, 10814)25574 Κέσογλου Αλέξης Άθανασίου, 10815)19263 Καραμπατζόγλου Γρηγόριος Γεωργίου, 10816)25152 Χατζηδελιδου Φιλιππάκης, 10817)49491 Διζάρου Θεμ. 10818)40494 Διζάρου Δάζαρος, 10819)10521 Παπαδημητρίου. xyxy=(942,82,1337,275)
glaxo-agent: Γενικός Άντιπρόσωπος Σταμ. Χαρβαλιάς Μενάνδρου 52 Άθήναι xyxy=(979,973,1305,984)
col1-subtitle: συνέχεια έκ τής 3 σελίδος xyxy=(108,130,257,143)
realphene-line2: ΤΗΝ ΟΡΕΞΙΝ xyxy=(1074,1861,1210,1886)
town-heading: ΚΑΒΑΛΛΗ xyxy=(414,875,488,890)
town-heading: ΟΡΑΛΝΑΟΒΤΣΗ xyxy=(719,1525,835,1540)
glaxo-logo xyxy=(989,814,1295,920)
tube-icon xyxy=(968,1235,1318,1385)
ships-list xyxy=(85,1264,280,1346)
testimonials xyxy=(965,756,1319,804)
